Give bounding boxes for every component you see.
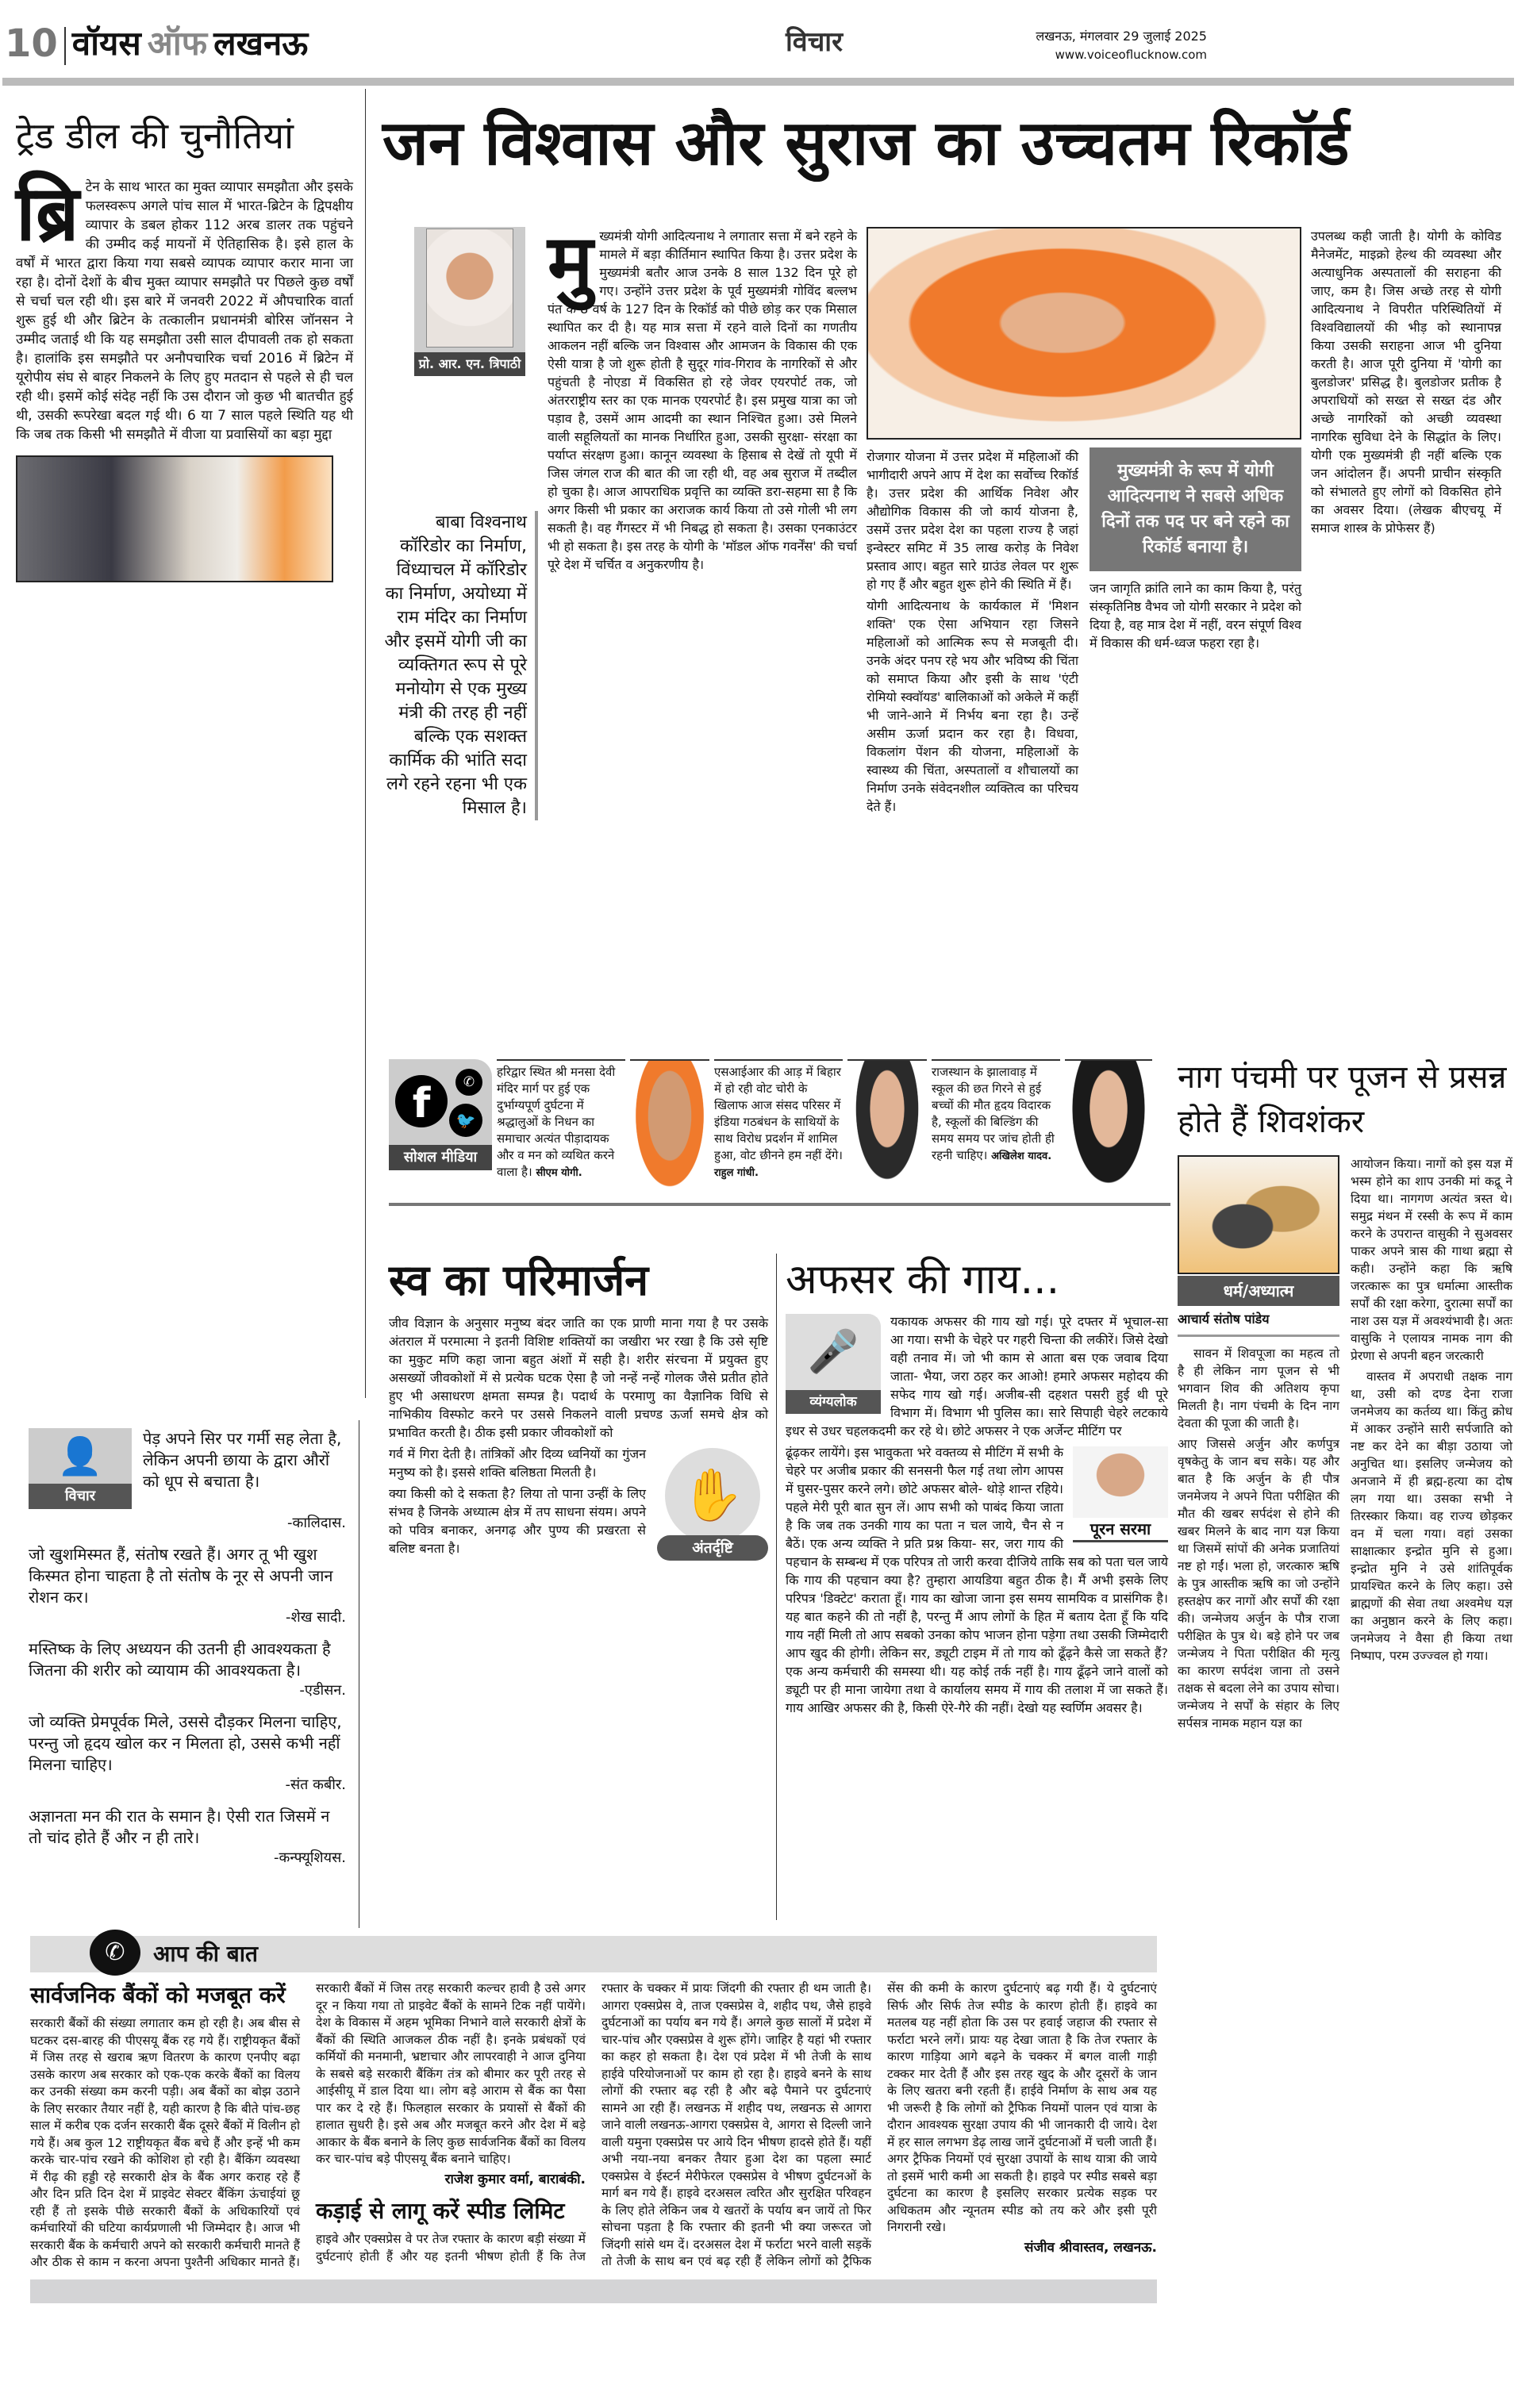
author-photo	[426, 229, 513, 348]
main-article-grid	[382, 218, 1513, 820]
masthead-word-1: वॉयस	[71, 24, 141, 63]
modi-starmer-photo	[16, 455, 333, 582]
highlight-box: मुख्यमंत्री के रूप में योगी आदित्यनाथ ने सबसे अधिक दिनों तक पद पर बने रहने का रिकॉर्ड बनाया है।	[1090, 447, 1301, 571]
afsar-headline: अफसर की गाय...	[786, 1256, 1060, 1304]
paragraph: आयोजन किया। नागों को इस यज्ञ में भस्म होने का शाप उनकी मां कद्रू ने दिया था। नागगण अत्यंत त्रस्त थे। समुद्र मंथन में रस्सी के रूप में काम करने के उपरान्त वासुकी ने सुअवसर पाकर अपने त्रास की गाथा ब्रह्मा से कही। उन्होंने कहा कि ऋषि जरत्कारू का पुत्र धर्मात्मा आस्तीक सर्पों की रक्षा करेगा, दुरात्मा सर्पों का नाश उस यज्ञ में अवश्यंभावी है। अतः वासुकि ने एलायत्र नामक नाग की प्रेरणा से अपनी बहन जरत्कारी	[1351, 1157, 1512, 1363]
swa-headline: स्व का परिमार्जन	[389, 1255, 649, 1305]
header-divider	[2, 78, 1514, 86]
dateline: लखनऊ, मंगलवार 29 जुलाई 2025	[1036, 29, 1207, 44]
trade-deal-section	[16, 111, 353, 582]
post-author: अखिलेश यादव.	[991, 1150, 1052, 1162]
main-article-section	[382, 100, 1513, 820]
page-number: 10	[5, 21, 58, 66]
paragraph: यकायक अफसर की गाय खो गई। पूरे दफ्तर में भूचाल-सा आ गया। सभी के चेहरे पर गहरी चिन्ता की लकीरें। जिसे देखो वही तनाव में। जो भी काम से आता बस एक जवाब दिया जाता- भैया, जरा ठहर कर आओ! हमारे अफसर महोदय की सफेद गाय खो गई। अजीब-सी दहशत पसरी हुई थी पूरे विभाग में। विभाग भी पुलिस का। सारे सिपाही चेहरे लटकाये इधर से उधर चहलकदमी कर रहे थे। छोटे अफसर ने एक अर्जेन्ट मीटिंग पर	[786, 1314, 1168, 1438]
trade-deal-headline: ट्रेड डील की चुनौतियां	[16, 114, 294, 157]
facebook-icon: f	[395, 1075, 448, 1127]
section-title: विचार	[786, 26, 844, 58]
head-silhouette-icon: 👤	[57, 1434, 103, 1477]
social-post	[932, 1059, 1060, 1165]
social-media-label: सोशल मीडिया	[389, 1145, 492, 1170]
afsar-article	[786, 1312, 1168, 1717]
vichar-section	[29, 1428, 346, 1879]
column-divider	[365, 89, 366, 1398]
swa-section	[389, 1254, 768, 1565]
main-article-col-4	[1311, 227, 1501, 540]
main-article-cols-2-3	[867, 447, 1301, 819]
rahul-gandhi-portrait	[847, 1059, 927, 1198]
quote-author: -कन्फ्यूशियस.	[274, 1849, 346, 1866]
masthead-word-2: ऑफ	[147, 24, 208, 63]
vichar-label: विचार	[29, 1484, 132, 1509]
aap-ki-baat-label: आप की बात	[153, 1941, 258, 1967]
letter-body: हाइवे और एक्सप्रेस वे पर तेज रफ्तार के कारण बड़ी संख्या में दुर्घटनाएं होती हैं और यह इतनी भीषण होती हैं कि तेज रफ्तार के चक्कर में प्रायः जिंदगी की रफ्तार ही थम जाती है। आगरा एक्सप्रेस वे, ताज एक्सप्रेस वे, शहीद पथ, जैसे हाइवे दुर्घटनाओं का पर्याय बन गये हैं। अगले कुछ सालों में प्रदेश में चार-पांच और एक्सप्रेस वे शुरू होंगे। जाहिर है यहां भी रफ्तार का कहर हो सकता है। देश एवं प्रदेश में भी तेजी के साथ हाईवे परियोजनाओं पर काम हो रहा है। हाइवे बनने के साथ लोगों की रफ्तार बढ़ रही है और बढ़े पैमाने पर दुर्घटनाएं सामने आ रही हैं। लखनऊ में शहीद पथ, लखनऊ से आगरा जाने वाली लखनऊ-आगरा एक्सप्रेस वे, आगरा से दिल्ली जाने वाली यमुना एक्सप्रेस पर आये दिन भीषण हादसे होते हैं। यहीं अभी नया-नया बनकर तैयार हुआ देश का पहला स्मार्ट एक्सप्रेस वे ईस्टर्न मेरीफेरल एक्सप्रेस वे भीषण दुर्घटनओं के मार्ग बन गये हैं। हाइवे दरअसल त्वरित और सुरक्षित परिवहन के लिए होते लेकिन जब ये खतरों के पर्याय बन जायें तो फिर सोचना पड़ता है कि रफ्तार की इतनी भी क्या जरूरत जो जिंदगी सांसे थम दें। दरअसल देश में फर्राटा भरने वाली सड़कें तो तेजी के साथ बन एवं बढ़ रही हैं लेकिन लोगों को ट्रैफिक सेंस की कमी के कारण दुर्घटनाएं बढ़ गयी हैं। ये दुर्घटनाएं सिर्फ और सिर्फ तेज स्पीड के कारण होती हैं। हाइवे का मतलब यह नहीं होता कि उस पर हवाई जहाज की रफ्तार से फर्राटा भरने लगें। प्रायः यह देखा जाता है कि तेज रफ्तार के कारण गाड़िया आगे बढ़ने के चक्कर में बगल वाली गाड़ी टक्कर मार देती हैं और इस तरह खुद के और दूसरों के जान के लिए खतरा बनी रहती हैं। हाईवे निर्माण के साथ अब यह भी जरूरी है कि लोगों को ट्रैफिक नियमों पालन एवं यात्रा के दौरान आवश्यक सुरक्षा उपाय की भी जानकारी दी जाये। देश में हर साल लगभग डेढ़ लाख जानें दुर्घटनाओं में चली जाती हैं। अगर ट्रैफिक नियमों एवं सुरक्षा उपायों के साथ यात्रा की जाये तो इसमें भारी कमी आ सकती है। हाइवे पर स्पीड सबसे बड़ा दुर्घटना का कारण है इसलिए सरकार प्रत्येक सड़क पर अधिकतम और न्यूनतम स्पीड को तय करे और इसी पूरी निगरानी रखे।	[316, 1981, 1158, 2268]
dateline-block	[1036, 27, 1207, 63]
paragraph: ढूंढ़कर लायेंगे। इस भावुकता भरे वक्तव्य से मीटिंग में सभी के चेहरे पर अजीब प्रकार की सनसनी फैल गई तथा लोग आपस में घुसर-पुसर करने लगे। छोटे अफसर बोले- थोड़े शान्त रहिये। पहले मेरी पूरी बात सुन लें। आप सभी को पाबंद किया जाता है कि जब तक उनकी गाय का पता न चल जाये, चैन से न बैठें। एक अन्य व्यक्ति ने प्रति प्रश्न किया- सर, जरा गाय की पहचान के सम्बन्ध में एक परिपत्र तो जारी करवा दीजिये ताकि सब को पता चल जाये कि गाय की पहचान क्या है? तुम्हारा आयडिया बहुत ठीक है। मैं अभी इसके लिए परिपत्र 'डिक्टेट' कराता हूँ। गाय का खोजा जाना इस समय सामयिक व प्रासंगिक है। यह बात कहने की तो नहीं है, परन्तु मैं आप लोगों के हित में बताय देता हूँ कि यदि गाय नहीं मिली तो आप सबको उनका कोप भाजन होना पड़ेगा तथा उसकी जिम्मेदारी आप खुद की होगी। लेकिन सर, ड्यूटी टाइम में तो गाय को ढूँढ़ने कैसे जा सकते हैं? एक अन्य कर्मचारी की समस्या थी। यह कोई तर्क नहीं है। गाय ढूँढ़ने जाने वालों को ड्यूटी पर ही माना जायेगा तथा वे कार्यालय समय में गाय की तलाश में जा सकते हैं। गाय आखिर अफसर की है, किसी ऐरे-गैरे की नहीं। देखो यह स्वर्णिम अवसर है।	[786, 1445, 1168, 1715]
quote-author: -एडीसन.	[299, 1682, 346, 1699]
post-text: एसआईआर की आड़ में बिहार में हो रही वोट चोरी के खिलाफ आज संसद परिसर में इंडिया गठबंधन के साथियों के साथ विरोध प्रदर्शन में शामिल हुआ, वोट छीनने हम नहीं देंगे।	[714, 1065, 843, 1162]
nag-article-text-1	[1178, 1345, 1339, 1732]
main-article-aside	[382, 227, 538, 820]
paragraph: उपलब्ध कही जाती है। योगी के कोविड मैनेजमेंट, माइक्रो हेल्थ की व्यवस्था और अत्याधुनिक अस्पतालों की सराहना की जाए, कम है। जिस अच्छे तरह से योगी आदित्यनाथ ने विपरीत परिस्थितियों में विश्वविद्यालयों की भीड़ को स्थानापन्न किया उसकी सराहना आज भी दुनिया करती है। आज पूरी दुनिया में 'योगी का बुलडोजर' प्रसिद्ध है। बुलडोजर प्रतीक है अपराधियों को सख्त से सख्त दंड और अच्छे नागरिकों को अच्छी व्यवस्था नागरिक सुविधा देने के सिद्धांत के लिए। योगी एक मुख्यमंत्री ही नहीं बल्कि एक जन आंदोलन हैं। अपनी प्राचीन संस्कृति को संभालते हुए लोगों को विकसित होने का अवसर दिया। (लेखक बीएचयू में समाज शास्त्र के प्रोफेसर हैं)	[1311, 229, 1501, 536]
trade-deal-article	[16, 169, 353, 444]
drop-cap: मु	[548, 218, 594, 307]
paragraph: क्या किसी को दे सकता है? लिया तो पाना उन्हीं के लिए संभव है जिनके अध्यात्म क्षेत्र में तप साधना संयम। अपने को पवित्र बनाकर, अनगढ़ और पुण्य की प्रखरता से बलिष्ट बनता है।	[389, 1486, 646, 1556]
aap-ki-baat-bar	[30, 1936, 1157, 1972]
twitter-icon: 🐦	[449, 1104, 482, 1137]
quote-author: -संत कबीर.	[285, 1776, 346, 1793]
letter-author: संजीव श्रीवास्तव, लखनऊ.	[1024, 2239, 1157, 2256]
post-author: राहुल गांधी.	[714, 1167, 759, 1179]
antardrishti-badge	[657, 1448, 768, 1561]
speaker-podium-icon: 🎤	[807, 1328, 859, 1376]
hamsa-hand-icon: ✋	[665, 1448, 760, 1543]
quote-author: -शेख सादी.	[286, 1609, 346, 1626]
drop-cap: ब्रि	[16, 169, 79, 258]
main-headline: जन विश्वास और सुराज का उच्चतम रिकॉर्ड	[382, 108, 1350, 179]
letter-headline: सार्वजनिक बैंकों को मजबूत करें	[30, 1982, 286, 2008]
aap-ki-baat-section	[30, 1936, 1157, 2303]
author-card	[414, 227, 525, 376]
masthead-separator	[64, 27, 66, 65]
pull-quote: बाबा विश्वनाथ कॉरिडोर का निर्माण, विंध्याचल में कॉरिडोर का निर्माण, अयोध्या में राम मंदिर का निर्माण और इसमें योगी जी का व्यक्तिगत रूप से पूरे मनोयोग से एक मुख्य मंत्री की तरह ही नहीं बल्कि एक सशक्त कार्मिक की भांति सदा लगे रहने रहना भी एक मिसाल है।	[382, 511, 538, 820]
paragraph: जीव विज्ञान के अनुसार मनुष्य बंदर जाति का एक प्राणी माना गया है पर उसके अंतराल में परमात्मा ने इतनी विशिष्ट शक्तियों का जखीरा भर रखा है कि उसे सृष्टि का मुकुट मणि कहा जाना बहुत अंशों में सही है। शरीर संरचना में प्रयुक्त हुए असख्यों जीवकोशों में से प्रत्येक घटक ऐसा है जो नन्हें नन्हें गोलक जैसे प्रतीत होते हुए भी असाधरण क्षमता सम्पन्न है। पदार्थ के परमाणु का वैज्ञानिक विधि से नाभिकीय विस्फोट करने पर उससे निकलने वाली प्रचण्ड ऊर्जा समचे क्षेत्र को प्रभावित करती है। ठीक इसी प्रकार जीवकोशों को	[389, 1315, 768, 1440]
nag-article-col-1	[1178, 1155, 1339, 1735]
vyangyalok-badge	[786, 1314, 881, 1414]
author-photo	[1073, 1446, 1168, 1518]
author-card	[1073, 1446, 1168, 1542]
quote-text: पेड़ अपने सिर पर गर्मी सह लेता है, लेकिन अपनी छाया के द्वारा औरों को धूप से बचाता है।	[143, 1429, 342, 1491]
post-text: हरिद्वार स्थित श्री मनसा देवी मंदिर मार्ग पर हुई एक दुर्भाग्यपूर्ण दुर्घटना में श्रद्धालुओं के निधन का समाचार अत्यंत पीड़ादायक और व मन को व्यथित करने वाला है।	[497, 1065, 616, 1179]
vichar-badge	[29, 1428, 132, 1509]
social-media-badge	[389, 1059, 492, 1170]
letter-headline: कड़ाई से लागू करें स्पीड लिमिट	[316, 2198, 565, 2224]
masthead	[5, 22, 308, 65]
website: www.voiceoflucknow.com	[1055, 48, 1207, 62]
vyangyalok-label: व्यंग्यलोक	[786, 1390, 881, 1414]
swa-article	[389, 1314, 768, 1557]
post-author: सीएम योगी.	[536, 1167, 582, 1179]
yogi-portrait	[630, 1059, 709, 1198]
column-divider	[776, 1254, 777, 1920]
paragraph: योगी आदित्यनाथ के कार्यकाल में 'मिशन शक्ति' एक ऐसा अभियान रहा जिसने महिलाओं को आत्मिक रूप से मजबूती दी। उनके अंदर पनप रहे भय और भविष्य की चिंता को समाप्त किया और इसी के साथ 'एंटी रोमियो स्क्वॉयड' बालिकाओं को अकेले में कहीं भी जाने-आने में निर्भय बना रहा है। उन्हें असीम ऊर्जा प्रदान कर रहा है। विधवा, विकलांग पेंशन की योजना, महिलाओं के स्वास्थ्य की चिंता, अस्पतालों व शौचालयों का निर्माण उनके संवेदनशील व्यक्तित्व का परिचय देते हैं।	[867, 598, 1078, 814]
akhilesh-yadav-portrait	[1065, 1059, 1152, 1198]
nag-panchami-headline: नाग पंचमी पर पूजन से प्रसन्न होते हैं शिवशंकर	[1178, 1059, 1507, 1140]
quote-text: जो खुशमिस्मत हैं, संतोष रखते हैं। अगर तू भी खुश किस्मत होना चाहता है तो संतोष के नूर से अपनी जान रोशन कर।	[29, 1545, 333, 1607]
letters	[30, 1980, 1157, 2272]
paragraph: जन जागृति क्रांति लाने का काम किया है, परंतु संस्कृतिनिष्ठ वैभव जो योगी सरकार ने प्रदेश को दिया है, वह मात्र देश में नहीं, वरन संपूर्ण विश्व में विकास की धर्म-ध्वज फहरा रहा है।	[1090, 581, 1301, 651]
main-article-col-3	[1090, 447, 1301, 655]
author-name: प्रो. आर. एन. त्रिपाठी	[414, 352, 525, 376]
nag-panchami-section	[1178, 1055, 1512, 1735]
phone-chat-icon: ✆	[90, 1930, 140, 1976]
author-name: पूरन सरमा	[1090, 1519, 1151, 1538]
post-text: राजस्थान के झालावाड़ में स्कूल की छत गिरने से हुई बच्चों की मौत हृदय विदारक है, स्कूलों की बिल्डिंग की समय समय पर जांच होती ही रहनी चाहिए।	[932, 1065, 1055, 1162]
whatsapp-icon: ✆	[455, 1069, 482, 1096]
paragraph: टेन के साथ भारत का मुक्त व्यापार समझौता और इसके फलस्वरूप अगले पांच साल में भारत-ब्रिटेन के द्विपक्षीय व्यापार के डबल होकर 112 अरब डालर तक पहुंचने की उम्मीद कई मायनों में ऐतिहासिक है। इसे हाल के वर्षों में भारत द्वारा किया गया सबसे व्यापक व्यापार करार माना जा रहा है। दोनों देशों के बीच मुक्त व्यापार समझौते पर पिछले कुछ वर्षों से चर्चा चल रही थी। इस बारे में जनवरी 2022 में औपचारिक वार्ता शुरू हुई थी और ब्रिटेन के तत्कालीन प्रधानमंत्री बोरिस जॉनसन ने उम्मीद जताई थी कि यह समझौता उसी साल दीपावली तक हो सकता है। हालांकि इस समझौते पर अनौपचारिक चर्चा 2016 में ब्रिटेन में यूरोपीय संघ से बाहर निकलने के लिए हुए मतदान से पहले से ही चल रही थी। इसमें कोई संदेह नहीं कि उस दौरान जो कुछ भी बातचीत हुई थी, उसकी रूपरेखा बदल गई थी। 6 या 7 साल पहले स्थिति यह थी कि जब तक किसी भी समझौते में वीजा या प्रवासियों का बड़ा मुद्दा	[16, 179, 353, 443]
antardrishti-label: अंतर्दृष्टि	[657, 1535, 768, 1561]
quote-text: मस्तिष्क के लिए अध्ययन की उतनी ही आवश्यकता है जितना की शरीर को व्यायाम की आवश्यकता है।	[29, 1639, 331, 1680]
nag-article-columns	[1178, 1155, 1512, 1735]
main-article-col-2	[867, 447, 1078, 819]
letter-body: सरकारी बैंकों की संख्या लगातार कम हो रही है। अब बीस से घटकर दस-बारह की पीएसयू बैंक रह गये हैं। राष्ट्रीयकृत बैंकों में जिस तरह से खराब ऋण वितरण के कारण एनपीए बढ़ा उसके कारण अब सरकार को एक-एक करके बैंकों का विलय कर उनकी संख्या कम करनी पड़ी। अब बैंकों का बोझ उठाने के लिए सरकार तैयार नहीं है, यही कारण है कि बीते पांच-छह साल में करीब एक दर्जन सरकारी बैंक दूसरे बैंकों में विलीन हो गये हैं। अब कुल 12 राष्ट्रीयकृत बैंक बचे हैं और इन्हें भी कम करके चार-पांच रखने की कोशिश हो रही है। बैंकिंग व्यवस्था में रीढ़ की हड्डी रहे सरकारी क्षेत्र के बैंक अगर कराह रहे हैं और दिन प्रति दिन देश में प्राइवेट सेक्टर बैंकिंग ऊंचाईयां छू रही हैं तो इसके पीछे सरकारी बैंकों के अधिकारियों एवं कर्मचारियों की घटिया कार्यप्रणाली भी जिम्मेदार है। आज भी सरकारी बैंक के कर्मचारी अपने को सरकारी कर्मचारी मानते हैं और ठीक से काम न करना अपना पुश्तैनी अधिकार मानते हैं। सरकारी बैंकों में जिस तरह सरकारी कल्चर हावी है उसे अगर दूर न किया गया तो प्राइवेट बैंकों के सामने टिक नहीं पायेंगे। देश के विकास में अहम भूमिका निभाने वाले सरकारी क्षेत्रों के बैंकों की स्थिति आजकल ठीक नहीं है। इनके प्रबंधकों एवं कर्मियों की मनमानी, भ्रष्टाचार और लापरवाही ने आज दुनिया के सबसे बड़े सरकारी बैंकिंग तंत्र को बीमार कर पूरी तरह से आईसीयू में डाल दिया था। लोग बड़े आराम से बैंक का पैसा पार कर दे रहे हैं। फिलहाल सरकार के प्रयासों से बैंकों की हालात सुधरी है। इसे अब और मजबूत करने और देश में बड़े आकार के बैंक बनाने के लिए कुछ सार्वजनिक बैंकों का विलय कर चार-पांच बड़े पीएसयू बैंक बनाने चाहिए।	[30, 1981, 586, 2269]
social-post	[497, 1059, 625, 1181]
paragraph: वास्तव में अपराधी तक्षक नाग था, उसी को दण्ड देना राजा जनमेजय का कर्तव्य था। किंतु क्रोध में आकर उन्होंने सारी सर्पजाति को नष्ट कर देने का बीड़ा उठाया जो अनुचित था। इसलिए जन्मेजय को अनजाने में ही ब्रह्म-हत्या का दोष लग गया था। उसका सभी ने तिरस्कार किया। वह राज्य छोड़कर वन में चला गया। वहां उसका साक्षात्कार इन्द्रोत मुनि से हुआ। इन्द्रोत मुनि ने उसे शांतिपूर्वक प्रायश्चित करने के लिए कहा। उसे ब्राह्मणों की सेवा तथा अश्वमेध यज्ञ का अनुष्ठान करने के लिए कहा। जनमेजय ने वैसा ही किया तथा निष्पाप, परम उज्ज्वल हो गया।	[1351, 1369, 1512, 1663]
quote-text: अज्ञानता मन की रात के समान है। ऐसी रात जिसमें न तो चांद होते हैं और न ही तारे।	[29, 1807, 330, 1847]
paragraph: ख्यमंत्री योगी आदित्यनाथ ने लगातार सत्ता में बने रहने के मामले में बड़ा कीर्तिमान स्थापित किया है। उत्तर प्रदेश के मुख्यमंत्री बतौर आज उनके 8 साल 132 दिन पूरे हो गए। उन्होंने उत्तर प्रदेश के पूर्व मुख्यमंत्री गोविंद बल्लभ पंत के 8 वर्ष के 127 दिन के रिकॉर्ड को पीछे छोड़ कर एक मिसाल स्थापित कर दी है। यह मात्र सत्ता में रहने वाले दिनों का गणतीय आकलन नहीं बल्कि जन विश्वास और आमजन के विकास की एक ऐसी यात्रा है जो शुरू होती है सुदूर गांव-गिराव के नागरिकों से और पहुंचती है नोएडा में विकसित हो रहे जेवर एयरपोर्ट तक, जो अंतरराष्ट्रीय स्तर का एक मानक एयरपोर्ट है। इस प्रमुख यात्रा का जो पड़ाव है, उसमें आम आदमी का स्थान निश्चित हुआ। उसे मिलने वाली सहूलियतों का मानक निर्धारित हुआ, उसकी सुरक्षा- संरक्षा का पर्याप्त संरक्षण हुआ। कानून व्यवस्था के हिसाब से देखें तो यूपी में जिस जंगल राज की बात की जा रही थी, वह अब सुराज में तब्दील हो चुका है। आज आपराधिक प्रवृत्ति का व्यक्ति डरा-सहमा सा है कि अगर किसी भी प्रकार का अराजक कार्य किया तो उसे गोली भी लग सकती है। वह गैंगस्टर में भी निबद्ध हो सकता है। उसका एनकाउंटर भी हो सकता है। इस तरह के योगी के 'मॉडल ऑफ गवर्नेंस' की चर्चा पूरे देश में चर्चित व अनुकरणीय है।	[548, 229, 857, 572]
social-post	[714, 1059, 843, 1181]
masthead-word-3: लखनऊ	[213, 24, 309, 63]
main-article-col-1	[548, 218, 857, 577]
quote-text: जो व्यक्ति प्रेमपूर्वक मिले, उससे दौड़कर मिलना चाहिए, परन्तु जो हृदय खोल कर न मिलता हो, उससे कभी नहीं मिलना चाहिए।	[29, 1712, 342, 1774]
footer-bar	[30, 2279, 1157, 2303]
dharm-adhyatm-label: धर्म/अध्यात्म	[1178, 1276, 1339, 1306]
nag-author: आचार्य संतोष पांडेय	[1178, 1306, 1339, 1337]
yogi-adityanath-photo	[867, 227, 1301, 440]
nag-article-col-2	[1351, 1155, 1512, 1668]
letter-author: राजेश कुमार वर्मा, बाराबंकी.	[444, 2171, 586, 2187]
paragraph: आए जिससे अर्जुन और कर्णपुत्र वृषकेतु के जान बच सके। यह और बात है कि अर्जुन के ही पौत्र जनमेजय ने अपने पिता परीक्षित की मौत की खबर सर्पदंश से होने की खबर मिलने के बाद नाग यज्ञ किया था जिसमें सांपों की अनेक प्रजातियां नष्ट हो गईं। भला हो, जरत्कारु ऋषि के पुत्र आस्तीक ऋषि का जो उन्होंने हस्तक्षेप कर नागों और सर्पों की रक्षा की। जन्मेजय अर्जुन के पौत्र राजा परीक्षित के पुत्र थे। बड़े होने पर जब जन्मेजय ने पिता परीक्षित की मृत्यु का कारण सर्पदंश जाना तो उसने तक्षक से बदला लेने का उपाय सोचा। जन्मेजय ने सर्पों के संहार के लिए सर्पसत्र नामक महान यज्ञ का	[1178, 1437, 1339, 1730]
paragraph: रोजगार योजना में उत्तर प्रदेश में महिलाओं की भागीदारी अपने आप में देश का सर्वोच्च रिकॉर्ड है। उत्तर प्रदेश की आर्थिक निवेश और औद्योगिक विकास की जो कार्य योजना है, उसमें उत्तर प्रदेश देश का पहला राज्य है जहां इन्वेस्टर समिट में 35 लाख करोड़ के निवेश प्रस्ताव आए। बहुत सारे ग्राउंड लेवल पर शुरू हो गए हैं और बहुत शुरू होने की स्थिति में हैं।	[867, 449, 1078, 592]
shivling-snake-illustration	[1178, 1155, 1339, 1274]
main-article-center	[867, 227, 1301, 819]
afsar-section	[786, 1254, 1168, 1720]
social-media-strip	[389, 1059, 1170, 1206]
quote-author: -कालिदास.	[287, 1515, 346, 1531]
paragraph: सावन में शिवपूजा का महत्व तो है ही लेकिन नाग पूजन से भी भगवान शिव की अतिशय कृपा मिलती है। नाग पंचमी के दिन नाग देवता की पूजा की जाती है।	[1178, 1346, 1339, 1431]
paragraph: गर्व में गिरा देती है। तांत्रिकों और दिव्य ध्वनियों का गुंजन मनुष्य को है। इससे शक्ति बलिष्ठता मिलती है।	[389, 1446, 646, 1480]
